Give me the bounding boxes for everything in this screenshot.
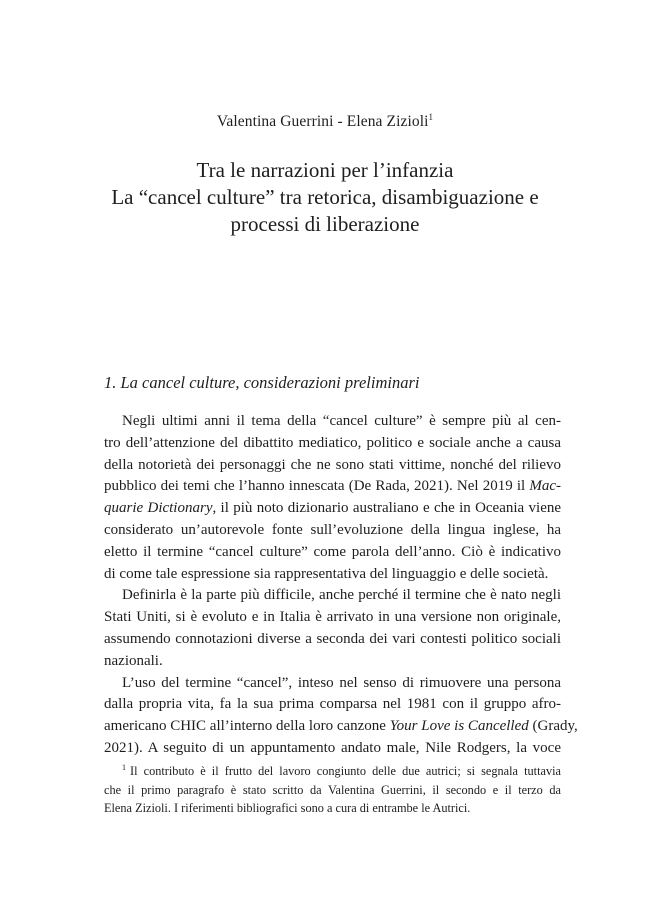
- body-text: [104, 411, 578, 760]
- body-line: [104, 498, 561, 520]
- body-text-run: americano CHIC all’interno della loro canzone: [104, 718, 390, 735]
- footnote-line: che il primo paragrafo è stato scritto da Valentina Guerrini, il secondo e il terzo da: [104, 782, 561, 797]
- article-title: [0, 157, 650, 238]
- body-text-run: , il più noto dizionario australiano e che in Oceania viene: [212, 500, 562, 517]
- song-title: Your Love is Cancelled: [389, 718, 529, 735]
- body-text-run: (Grady,: [528, 718, 578, 735]
- body-line: Stati Uniti, si è evoluto e in Italia è arrivato in una versione non originale,: [104, 609, 561, 626]
- body-line: eletto il termine “cancel culture” come parola dell’anno. Ciò è indicativo: [104, 543, 561, 560]
- author-line: [0, 113, 650, 131]
- body-line: Negli ultimi anni il tema della “cancel culture” è sempre più al cen-: [122, 413, 561, 429]
- title-line-2: La “cancel culture” tra retorica, disambiguazione e: [111, 185, 539, 209]
- footnote-line: [104, 762, 561, 781]
- footnote-text-run: Il contributo è il frutto del lavoro congiunto delle due autrici; si segnala tuttavia: [130, 764, 561, 778]
- body-line: considerato un’autorevole fonte sull’evoluzione della lingua inglese, ha: [104, 521, 561, 538]
- footnote-number: 1: [122, 762, 126, 772]
- body-line: L’uso del termine “cancel”, inteso nel senso di rimuovere una persona: [122, 674, 561, 691]
- footnote-reference[interactable]: 1: [428, 111, 434, 122]
- title-line-1: Tra le narrazioni per l’infanzia: [196, 158, 454, 182]
- italic-term: quarie Dictionary: [104, 500, 213, 517]
- footnote-line: Elena Zizioli. I riferimenti bibliografici sono a cura di entrambe le Autrici.: [104, 801, 471, 815]
- body-line: assumendo connotazioni diverse a seconda dei vari contesti politico sociali: [104, 630, 561, 647]
- body-line: 2021). A seguito di un appuntamento andato male, Nile Rodgers, la voce: [104, 739, 561, 756]
- body-line: tro dell’attenzione del dibattito mediatico, politico e sociale anche a causa: [104, 434, 561, 451]
- section-heading: 1. La cancel culture, considerazioni preliminari: [104, 373, 420, 392]
- author-names: Valentina Guerrini - Elena Zizioli: [216, 113, 429, 130]
- body-line: Definirla è la parte più difficile, anche perché il termine che è nato negli: [122, 587, 561, 604]
- italic-term: Mac-: [529, 478, 561, 495]
- footnote-area: [104, 762, 561, 818]
- body-line: [104, 476, 561, 498]
- body-line: dalla propria vita, fa la sua prima comparsa nel 1981 con il gruppo afro-: [104, 696, 561, 713]
- title-line-3: processi di liberazione: [230, 212, 420, 236]
- body-line: nazionali.: [104, 652, 163, 669]
- body-text-run: pubblico dei temi che l’hanno innescata (De Rada, 2021). Nel 2019 il: [104, 478, 530, 495]
- body-line: della notorietà dei personaggi che ne sono stati vittime, nonché del rilievo: [104, 456, 561, 473]
- body-line: di come tale espressione sia rappresentativa del linguaggio e delle società.: [104, 565, 549, 582]
- body-line: [104, 716, 578, 738]
